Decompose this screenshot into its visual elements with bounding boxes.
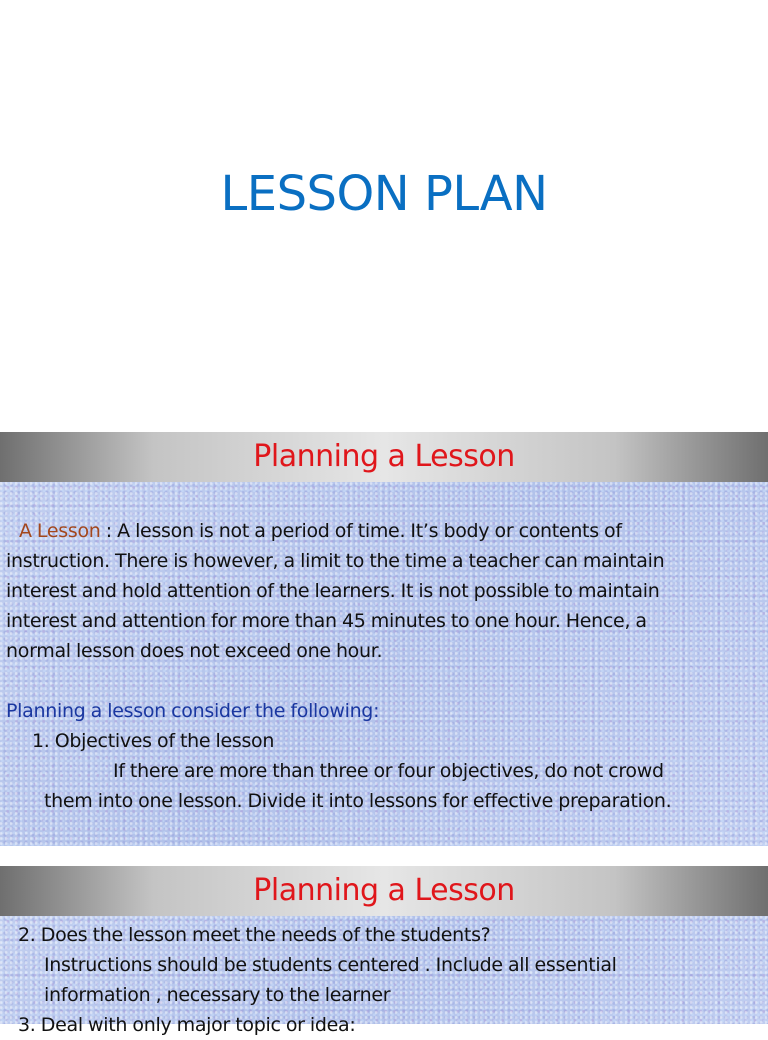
slide-title: Planning a Lesson [253,873,515,908]
definition-line: instruction. There is however, a limit to the time a teacher can maintain [6,550,665,572]
list-item-detail: information , necessary to the learner [44,984,391,1006]
list-item-detail: If there are more than three or four objectives, do not crowd [113,760,664,782]
definition-first-line [6,516,762,546]
title-slide [0,0,768,432]
definition-separator: : [100,520,118,542]
slide-title-bar [0,432,768,482]
list-item-detail: them into one lesson. Divide it into lessons for effective preparation. [44,790,672,812]
list-item-needs: 2. Does the lesson meet the needs of the students? [18,924,491,946]
slide-title: Planning a Lesson [253,439,515,474]
definition-line: interest and attention for more than 45 minutes to one hour. Hence, a [6,610,647,632]
definition-term: A Lesson [19,520,101,542]
definition-line: normal lesson does not exceed one hour. [6,640,383,662]
slide-body [6,516,762,816]
definition-line: interest and hold attention of the learners. It is not possible to maintain [6,580,660,602]
list-item-major-topic: 3. Deal with only major topic or idea: [18,1014,356,1036]
page-title: LESSON PLAN [220,166,548,222]
slide-title-bar [0,866,768,916]
list-item-objectives: 1. Objectives of the lesson [32,730,275,752]
list-item-detail: Instructions should be students centered . Include all essential [44,954,617,976]
slide-planning-lesson-2 [0,866,768,1036]
consider-heading: Planning a lesson consider the following: [6,700,380,722]
spacer [6,666,762,696]
definition-text: A lesson is not a period of time. It’s body or contents of [117,520,622,542]
slide-planning-lesson-1 [0,432,768,846]
slide-body [6,920,762,1040]
